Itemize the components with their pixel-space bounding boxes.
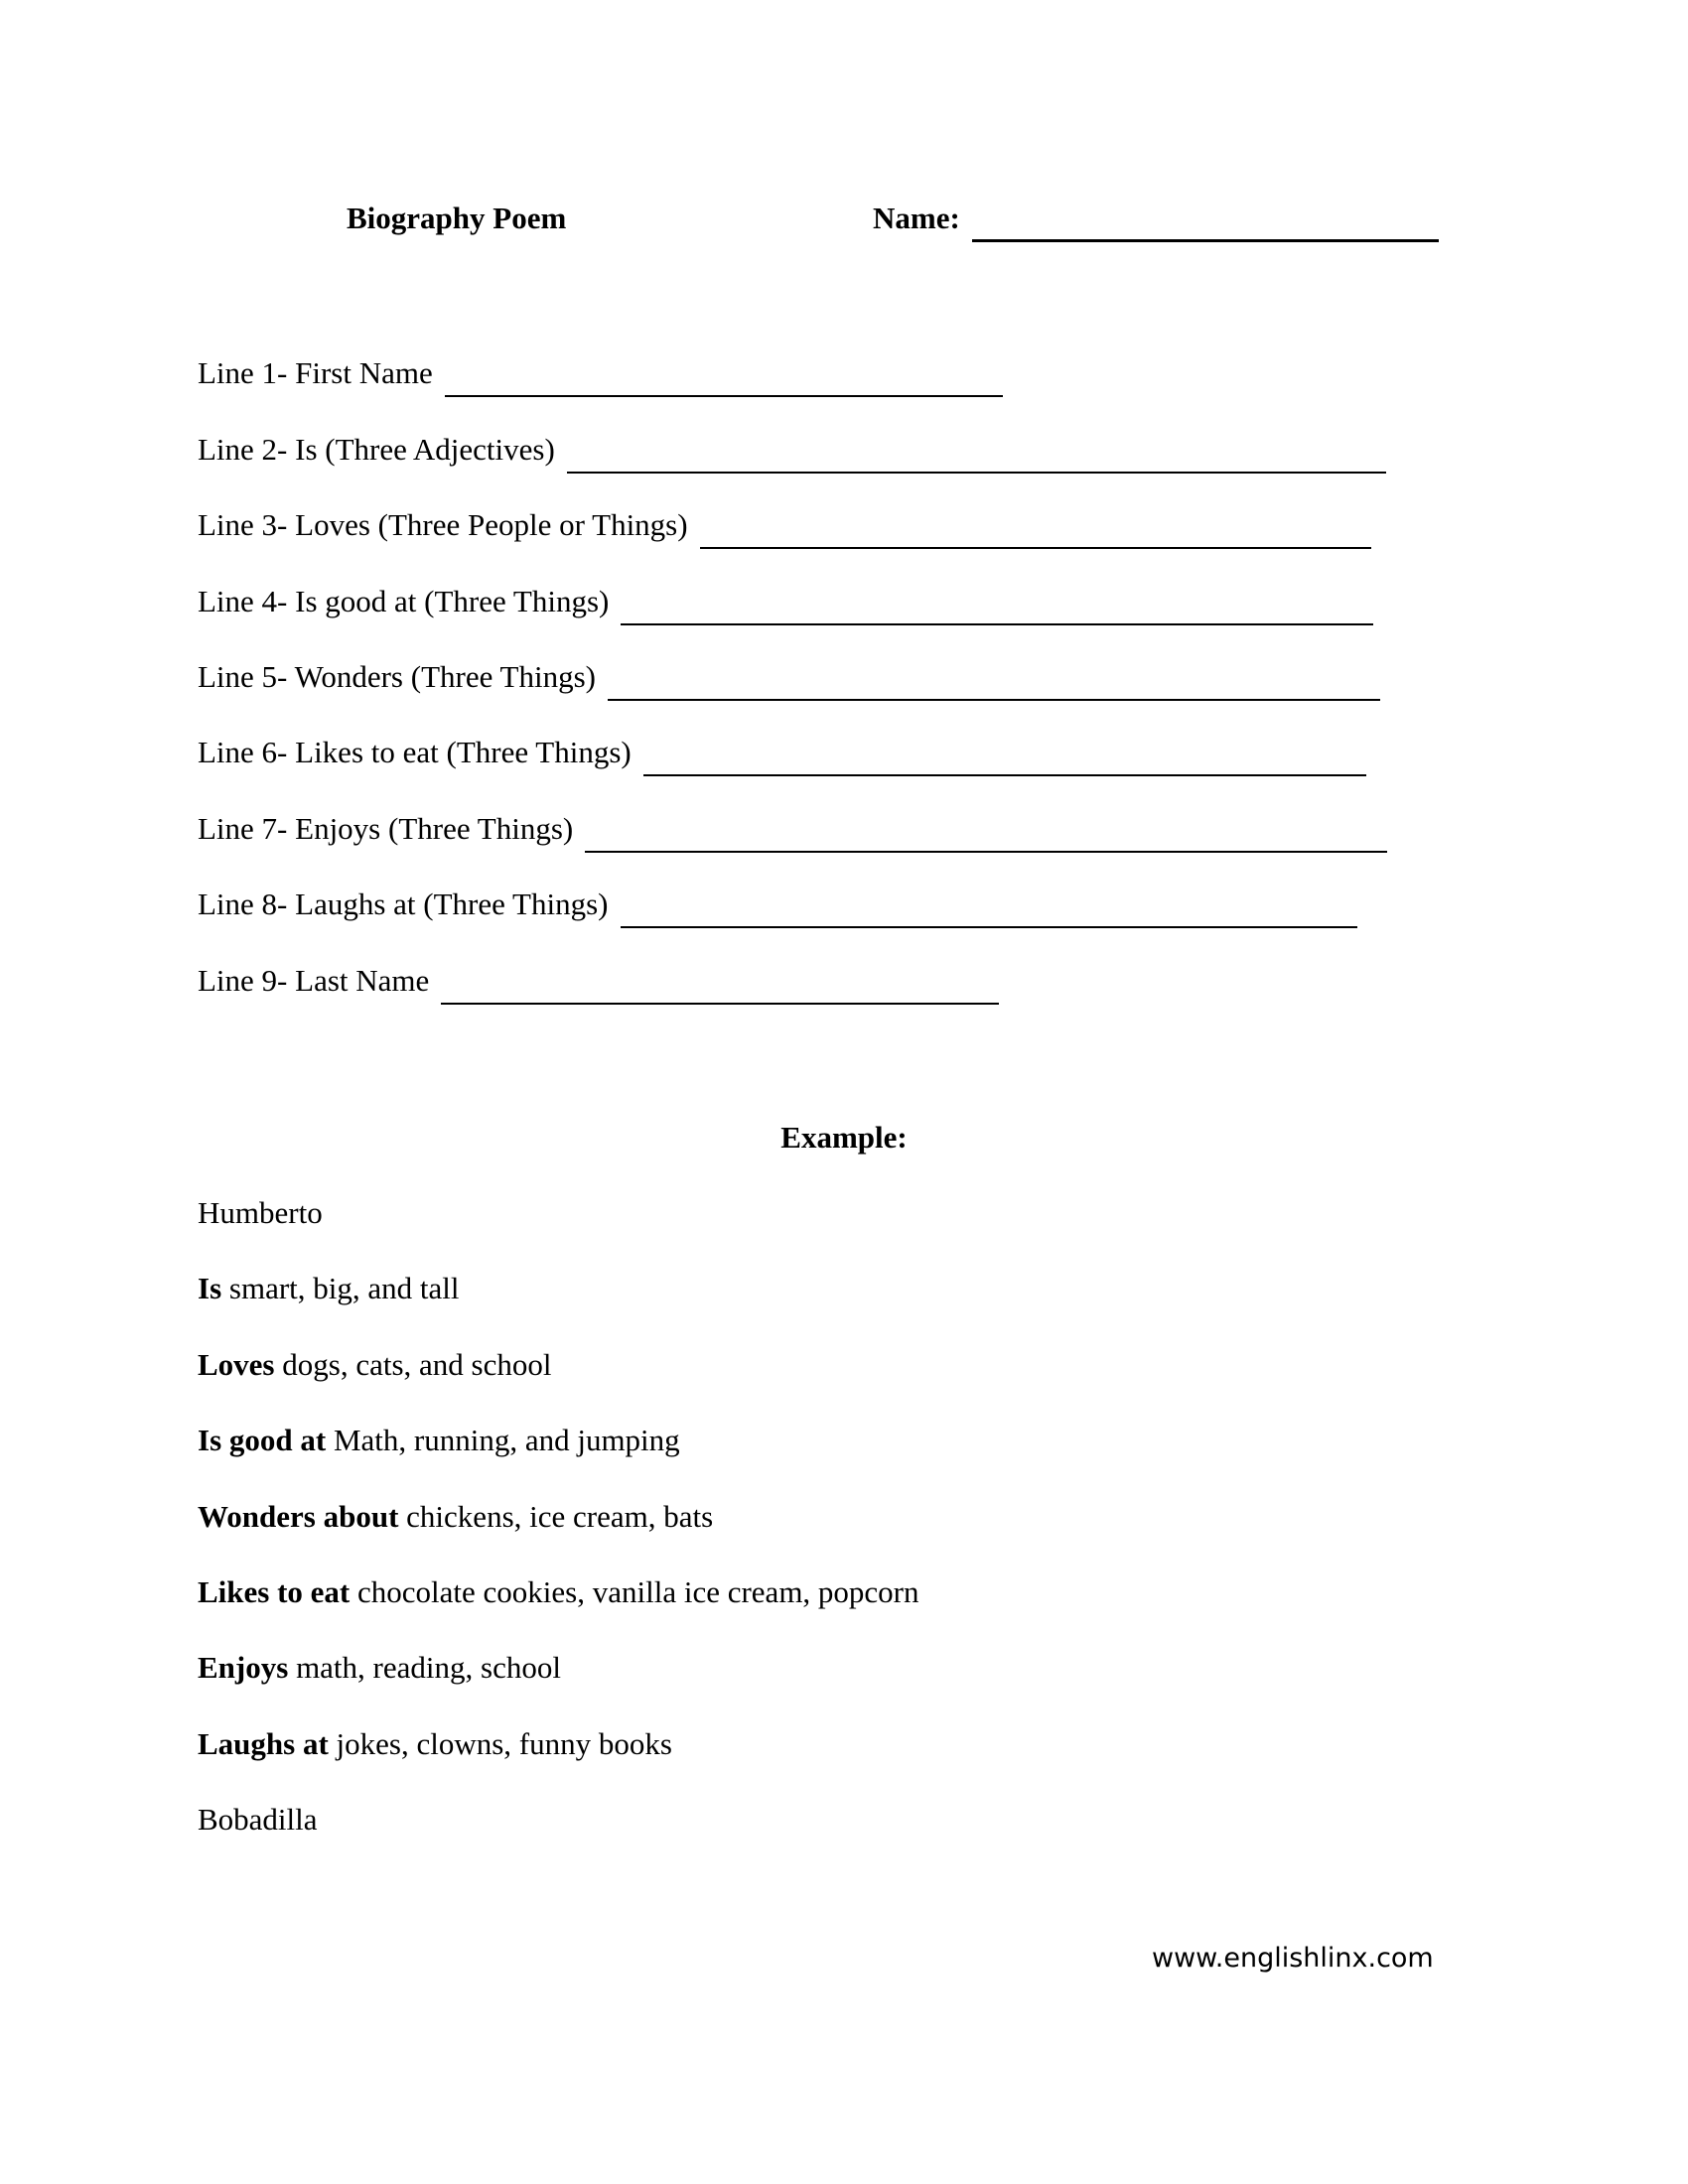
- form-line-label: Line 1- First Name: [198, 355, 433, 390]
- example-bold: Loves: [198, 1347, 275, 1382]
- form-line-8: [198, 881, 1357, 928]
- form-blank-line[interactable]: [608, 669, 1380, 701]
- website-footer: www.englishlinx.com: [1152, 1943, 1434, 1974]
- form-line-5: [198, 653, 1380, 701]
- form-line-6: [198, 729, 1366, 776]
- form-line-label: Line 5- Wonders (Three Things): [198, 659, 596, 694]
- form-line-1: [198, 349, 1003, 397]
- example-line: [198, 1189, 323, 1237]
- form-line-label: Line 7- Enjoys (Three Things): [198, 811, 574, 846]
- form-blank-line[interactable]: [445, 365, 1003, 397]
- example-heading: Example:: [780, 1120, 908, 1155]
- example-bold: Enjoys: [198, 1650, 289, 1685]
- example-text: dogs, cats, and school: [274, 1347, 552, 1382]
- example-line: [198, 1796, 318, 1843]
- form-line-label: Line 4- Is good at (Three Things): [198, 584, 610, 618]
- form-blank-line[interactable]: [643, 745, 1366, 776]
- example-text: Humberto: [198, 1195, 323, 1230]
- form-line-label: Line 9- Last Name: [198, 963, 430, 998]
- form-line-label: Line 6- Likes to eat (Three Things): [198, 735, 632, 769]
- form-blank-line[interactable]: [441, 973, 999, 1005]
- example-line: [198, 1417, 680, 1464]
- example-bold: Is: [198, 1271, 222, 1305]
- example-line: [198, 1569, 919, 1616]
- form-blank-line[interactable]: [621, 896, 1357, 928]
- example-text: math, reading, school: [288, 1650, 561, 1685]
- form-line-label: Line 3- Loves (Three People or Things): [198, 507, 688, 542]
- example-bold: Is good at: [198, 1423, 327, 1457]
- example-line: [198, 1493, 713, 1541]
- form-blank-line[interactable]: [700, 517, 1371, 549]
- form-line-2: [198, 426, 1386, 474]
- example-text: Math, running, and jumping: [326, 1423, 680, 1457]
- example-bold: Likes to eat: [198, 1574, 351, 1609]
- form-line-3: [198, 501, 1371, 549]
- example-line: [198, 1720, 672, 1768]
- example-bold: Laughs at: [198, 1726, 329, 1761]
- form-blank-line[interactable]: [621, 594, 1373, 625]
- name-label: Name:: [873, 201, 960, 235]
- worksheet-title: Biography Poem: [347, 201, 567, 235]
- example-line: [198, 1265, 459, 1312]
- form-line-label: Line 2- Is (Three Adjectives): [198, 432, 555, 467]
- example-text: chickens, ice cream, bats: [398, 1499, 714, 1534]
- form-line-7: [198, 805, 1387, 853]
- form-blank-line[interactable]: [585, 821, 1387, 853]
- example-text: smart, big, and tall: [221, 1271, 460, 1305]
- example-text: chocolate cookies, vanilla ice cream, popcorn: [350, 1574, 919, 1609]
- name-blank-line[interactable]: [972, 205, 1439, 242]
- form-line-4: [198, 578, 1373, 625]
- example-text: Bobadilla: [198, 1802, 318, 1837]
- example-line: [198, 1341, 551, 1389]
- form-line-9: [198, 957, 999, 1005]
- name-field: [873, 195, 1439, 242]
- example-text: jokes, clowns, funny books: [328, 1726, 672, 1761]
- example-bold: Wonders about: [198, 1499, 399, 1534]
- example-line: [198, 1644, 561, 1692]
- form-line-label: Line 8- Laughs at (Three Things): [198, 887, 609, 921]
- form-blank-line[interactable]: [567, 442, 1386, 474]
